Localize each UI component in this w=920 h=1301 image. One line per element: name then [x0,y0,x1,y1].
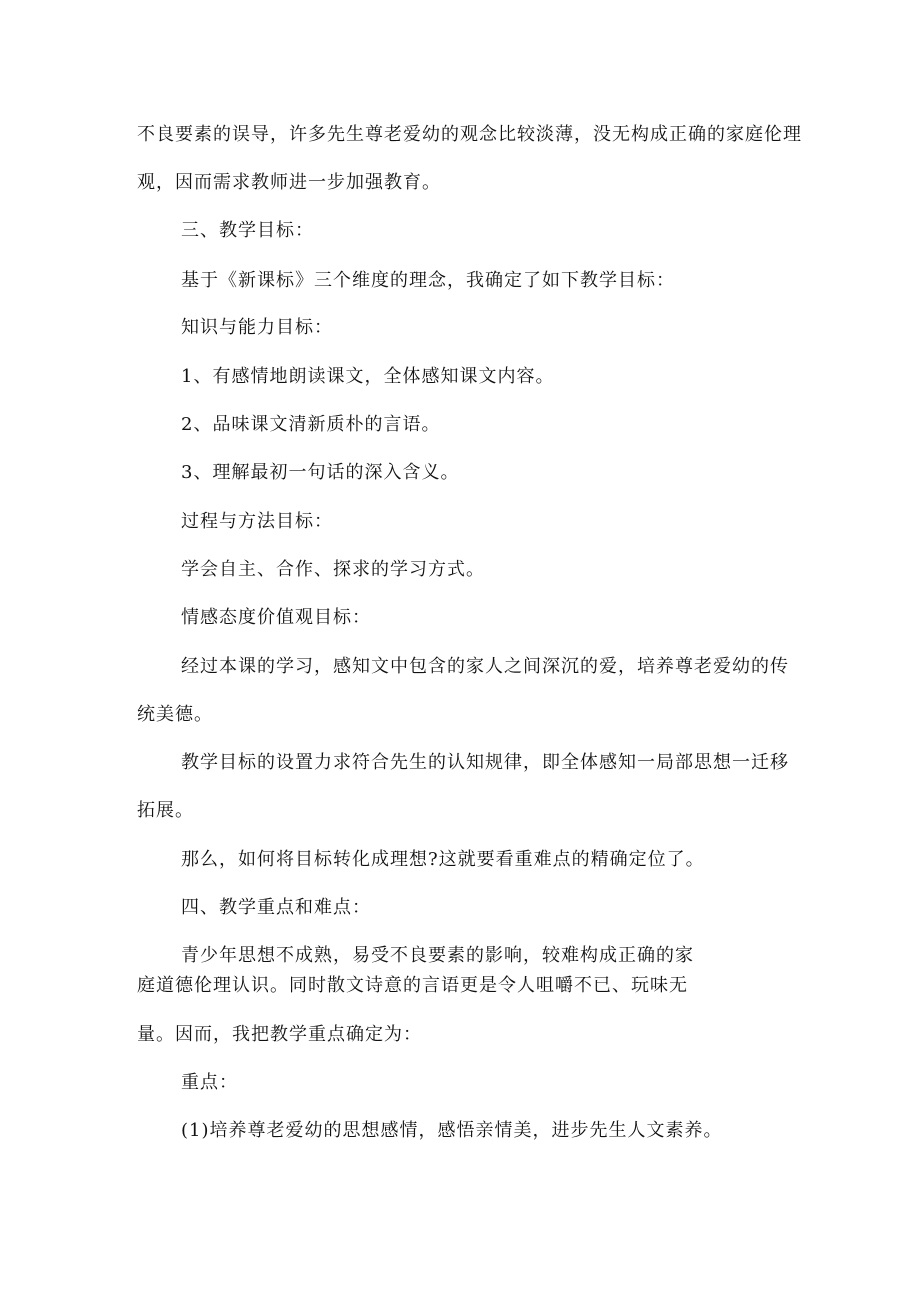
text-line-10: 学会自主、合作、探求的学习方式。 [181,559,485,580]
text-line-15: 拓展。 [137,800,194,821]
text-line-2: 观，因而需求教师进一步加强教育。 [137,172,441,193]
subheading-process: 过程与方法目标： [181,511,333,532]
text-line-22: (1)培养尊老爱幼的思想感情，感悟亲情美，进步先生人文素养。 [181,1120,723,1141]
text-line-18: 青少年思想不成熟，易受不良要素的影响，较难构成正确的家 [181,945,694,966]
section-heading-objectives: 三、教学目标： [181,220,314,241]
list-item-2: 2、品味课文清新质朴的言语。 [181,414,441,435]
section-heading-key-points: 四、教学重点和难点： [181,897,371,918]
subheading-emotion: 情感态度价值观目标： [181,607,371,628]
text-line-19: 庭道德伦理认识。同时散文诗意的言语更是令人咀嚼不已、玩味无 [137,975,688,996]
text-line-16: 那么，如何将目标转化成理想?这就要看重难点的精确定位了。 [181,849,705,870]
subheading-key: 重点： [181,1072,238,1093]
text-line-14: 教学目标的设置力求符合先生的认知规律，即全体感知一局部思想一迁移 [181,752,789,773]
text-line-1: 不良要素的误导，许多先生尊老爱幼的观念比较淡薄，没无构成正确的家庭伦理 [137,124,802,145]
text-line-13: 统美德。 [137,704,213,725]
text-line-20: 量。因而，我把教学重点确定为： [137,1024,422,1045]
list-item-3: 3、理解最初一句话的深入含义。 [181,462,460,483]
text-line-12: 经过本课的学习，感知文中包含的家人之间深沉的爱，培养尊老爱幼的传 [181,656,789,677]
subheading-knowledge: 知识与能力目标： [181,317,333,338]
list-item-1: 1、有感情地朗读课文，全体感知课文内容。 [181,366,555,387]
text-line-4: 基于《新课标》三个维度的理念，我确定了如下教学目标： [181,270,675,291]
